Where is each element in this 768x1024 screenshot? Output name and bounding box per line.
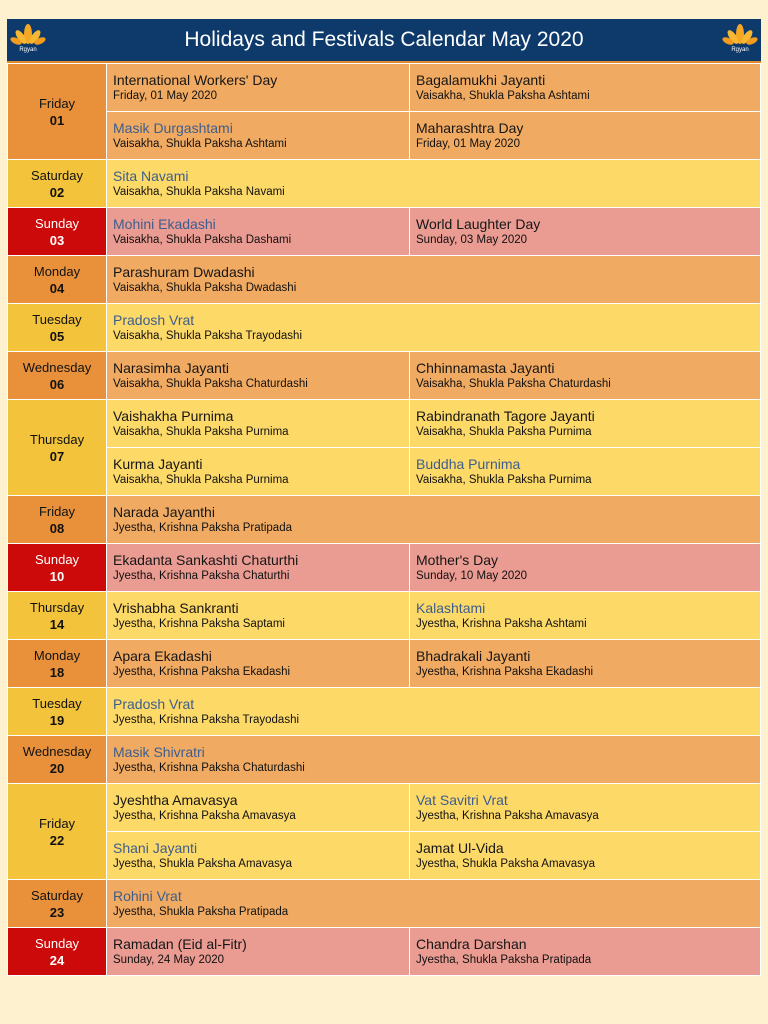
event-name[interactable]: Masik Durgashtami xyxy=(113,119,233,136)
event-cell xyxy=(107,112,410,160)
day-row xyxy=(8,256,761,304)
event-detail: Jyestha, Shukla Paksha Amavasya xyxy=(416,857,595,870)
day-row xyxy=(8,592,761,640)
event-name: Parashuram Dwadashi xyxy=(113,263,255,280)
day-row xyxy=(8,736,761,784)
weekday-label: Monday xyxy=(33,263,81,279)
event-detail: Jyestha, Krishna Paksha Pratipada xyxy=(113,521,292,534)
weekday-label: Sunday xyxy=(34,935,80,951)
weekday-label: Friday xyxy=(38,503,76,519)
weekday-label: Sunday xyxy=(34,551,80,567)
event-detail: Jyestha, Krishna Paksha Ashtami xyxy=(416,617,587,630)
event-cell xyxy=(107,880,761,928)
event-name: Chandra Darshan xyxy=(416,935,527,952)
page-title: Holidays and Festivals Calendar May 2020 xyxy=(184,28,584,51)
day-row xyxy=(8,928,761,976)
event-cell xyxy=(107,496,761,544)
event-name[interactable]: Pradosh Vrat xyxy=(113,695,195,712)
day-row xyxy=(8,160,761,208)
date-number: 07 xyxy=(49,448,65,464)
date-number: 19 xyxy=(49,712,65,728)
event-name[interactable]: Mohini Ekadashi xyxy=(113,215,216,232)
date-number: 10 xyxy=(49,568,65,584)
weekday-label: Friday xyxy=(38,815,76,831)
event-cell xyxy=(107,784,410,832)
day-cell xyxy=(8,592,107,640)
event-detail: Vaisakha, Shukla Paksha Chaturdashi xyxy=(113,377,308,390)
event-name[interactable]: Rohini Vrat xyxy=(113,887,182,904)
date-number: 01 xyxy=(49,112,65,128)
event-cell xyxy=(107,64,410,112)
day-cell xyxy=(8,544,107,592)
date-number: 22 xyxy=(49,832,65,848)
event-name: Narada Jayanthi xyxy=(113,503,215,520)
event-detail: Sunday, 10 May 2020 xyxy=(416,569,528,582)
weekday-label: Saturday xyxy=(30,887,84,903)
day-cell xyxy=(8,304,107,352)
event-detail: Jyestha, Krishna Paksha Ekadashi xyxy=(113,665,291,678)
event-detail: Vaisakha, Shukla Paksha Trayodashi xyxy=(113,329,303,342)
event-detail: Vaisakha, Shukla Paksha Ashtami xyxy=(416,89,590,102)
event-name: Vaishakha Purnima xyxy=(113,407,234,424)
day-cell xyxy=(8,928,107,976)
event-cell xyxy=(107,208,410,256)
lotus-logo-left xyxy=(10,22,46,58)
event-detail: Jyestha, Krishna Paksha Amavasya xyxy=(113,809,296,822)
event-detail: Jyestha, Krishna Paksha Ekadashi xyxy=(416,665,594,678)
weekday-label: Wednesday xyxy=(22,359,92,375)
day-cell xyxy=(8,880,107,928)
date-number: 14 xyxy=(49,616,65,632)
event-cell xyxy=(107,688,761,736)
event-detail: Jyestha, Krishna Paksha Chaturthi xyxy=(113,569,290,582)
event-name: Narasimha Jayanti xyxy=(113,359,229,376)
event-name: Jamat Ul-Vida xyxy=(416,839,504,856)
event-detail: Vaisakha, Shukla Paksha Purnima xyxy=(113,473,289,486)
event-detail: Jyestha, Krishna Paksha Amavasya xyxy=(416,809,599,822)
event-cell xyxy=(107,448,410,496)
date-number: 04 xyxy=(49,280,65,296)
event-name: International Workers' Day xyxy=(113,71,278,88)
day-row xyxy=(8,832,761,880)
event-detail: Friday, 01 May 2020 xyxy=(113,89,217,102)
event-cell xyxy=(107,544,410,592)
date-number: 18 xyxy=(49,664,65,680)
event-name[interactable]: Kalashtami xyxy=(416,599,486,616)
day-cell xyxy=(8,640,107,688)
day-row xyxy=(8,304,761,352)
day-cell xyxy=(8,496,107,544)
weekday-label: Monday xyxy=(33,647,81,663)
event-cell xyxy=(410,208,761,256)
day-cell xyxy=(8,400,107,496)
event-name: Kurma Jayanti xyxy=(113,455,203,472)
date-number: 02 xyxy=(49,184,65,200)
event-cell xyxy=(410,400,761,448)
event-name: Jyeshtha Amavasya xyxy=(113,791,238,808)
day-row xyxy=(8,208,761,256)
event-detail: Vaisakha, Shukla Paksha Purnima xyxy=(416,473,592,486)
event-cell xyxy=(410,592,761,640)
event-name: Bhadrakali Jayanti xyxy=(416,647,531,664)
day-row xyxy=(8,544,761,592)
event-cell xyxy=(107,256,761,304)
event-detail: Jyestha, Shukla Paksha Pratipada xyxy=(113,905,289,918)
event-name: Chhinnamasta Jayanti xyxy=(416,359,555,376)
event-detail: Jyestha, Krishna Paksha Chaturdashi xyxy=(113,761,305,774)
event-name[interactable]: Sita Navami xyxy=(113,167,189,184)
day-row xyxy=(8,112,761,160)
day-row xyxy=(8,784,761,832)
day-cell xyxy=(8,784,107,880)
event-name[interactable]: Pradosh Vrat xyxy=(113,311,195,328)
event-cell xyxy=(410,64,761,112)
day-cell xyxy=(8,688,107,736)
event-cell xyxy=(410,832,761,880)
weekday-label: Wednesday xyxy=(22,743,92,759)
event-name: Ramadan (Eid al-Fitr) xyxy=(113,935,247,952)
event-detail: Vaisakha, Shukla Paksha Dashami xyxy=(113,233,292,246)
event-name: Bagalamukhi Jayanti xyxy=(416,71,546,88)
event-detail: Vaisakha, Shukla Paksha Dwadashi xyxy=(113,281,297,294)
event-name[interactable]: Shani Jayanti xyxy=(113,839,198,856)
event-cell xyxy=(107,400,410,448)
event-detail: Vaisakha, Shukla Paksha Purnima xyxy=(113,425,289,438)
weekday-label: Tuesday xyxy=(32,311,82,327)
event-detail: Jyestha, Krishna Paksha Saptami xyxy=(113,617,285,630)
logo-text: Rgyan xyxy=(731,47,749,53)
weekday-label: Saturday xyxy=(30,167,84,183)
calendar-table xyxy=(7,63,761,976)
weekday-label: Tuesday xyxy=(32,695,82,711)
event-cell xyxy=(107,160,761,208)
date-number: 06 xyxy=(49,376,65,392)
event-name: Apara Ekadashi xyxy=(113,647,212,664)
event-detail: Vaisakha, Shukla Paksha Purnima xyxy=(416,425,592,438)
day-cell xyxy=(8,64,107,160)
day-row xyxy=(8,688,761,736)
event-cell xyxy=(410,352,761,400)
event-name: Mother's Day xyxy=(416,551,499,568)
day-row xyxy=(8,400,761,448)
event-name[interactable]: Buddha Purnima xyxy=(416,455,521,472)
event-cell xyxy=(107,304,761,352)
event-name[interactable]: Masik Shivratri xyxy=(113,743,205,760)
day-cell xyxy=(8,160,107,208)
event-name: Maharashtra Day xyxy=(416,119,524,136)
event-cell xyxy=(107,928,410,976)
event-cell xyxy=(107,592,410,640)
event-cell xyxy=(107,640,410,688)
event-detail: Sunday, 03 May 2020 xyxy=(416,233,528,246)
event-cell xyxy=(410,784,761,832)
event-detail: Jyestha, Shukla Paksha Amavasya xyxy=(113,857,292,870)
event-cell xyxy=(410,928,761,976)
day-cell xyxy=(8,352,107,400)
event-name: Rabindranath Tagore Jayanti xyxy=(416,407,595,424)
calendar-header xyxy=(7,19,761,63)
event-cell xyxy=(107,736,761,784)
date-number: 24 xyxy=(49,952,65,968)
event-cell xyxy=(107,352,410,400)
event-cell xyxy=(107,832,410,880)
day-row xyxy=(8,448,761,496)
event-detail: Vaisakha, Shukla Paksha Chaturdashi xyxy=(416,377,611,390)
event-detail: Vaisakha, Shukla Paksha Navami xyxy=(113,185,285,198)
event-detail: Friday, 01 May 2020 xyxy=(416,137,520,150)
date-number: 20 xyxy=(49,760,65,776)
event-cell xyxy=(410,112,761,160)
event-detail: Vaisakha, Shukla Paksha Ashtami xyxy=(113,137,287,150)
lotus-logo-right xyxy=(722,22,758,58)
day-cell xyxy=(8,208,107,256)
event-cell xyxy=(410,448,761,496)
event-detail: Jyestha, Krishna Paksha Trayodashi xyxy=(113,713,300,726)
event-name: Vrishabha Sankranti xyxy=(113,599,239,616)
event-name: Ekadanta Sankashti Chaturthi xyxy=(113,551,299,568)
day-row xyxy=(8,352,761,400)
day-row xyxy=(8,496,761,544)
day-cell xyxy=(8,736,107,784)
date-number: 03 xyxy=(49,232,65,248)
weekday-label: Sunday xyxy=(34,215,80,231)
weekday-label: Thursday xyxy=(29,599,85,615)
date-number: 23 xyxy=(49,904,65,920)
weekday-label: Friday xyxy=(38,95,76,111)
date-number: 08 xyxy=(49,520,65,536)
event-cell xyxy=(410,544,761,592)
day-row xyxy=(8,640,761,688)
day-cell xyxy=(8,256,107,304)
calendar-page xyxy=(7,19,761,976)
event-detail: Sunday, 24 May 2020 xyxy=(113,953,225,966)
date-number: 05 xyxy=(49,328,65,344)
event-name: World Laughter Day xyxy=(416,215,541,232)
event-name[interactable]: Vat Savitri Vrat xyxy=(416,791,508,808)
day-row xyxy=(8,64,761,112)
day-row xyxy=(8,880,761,928)
weekday-label: Thursday xyxy=(29,431,85,447)
event-detail: Jyestha, Shukla Paksha Pratipada xyxy=(416,953,592,966)
event-cell xyxy=(410,640,761,688)
logo-text: Rgyan xyxy=(19,47,37,53)
